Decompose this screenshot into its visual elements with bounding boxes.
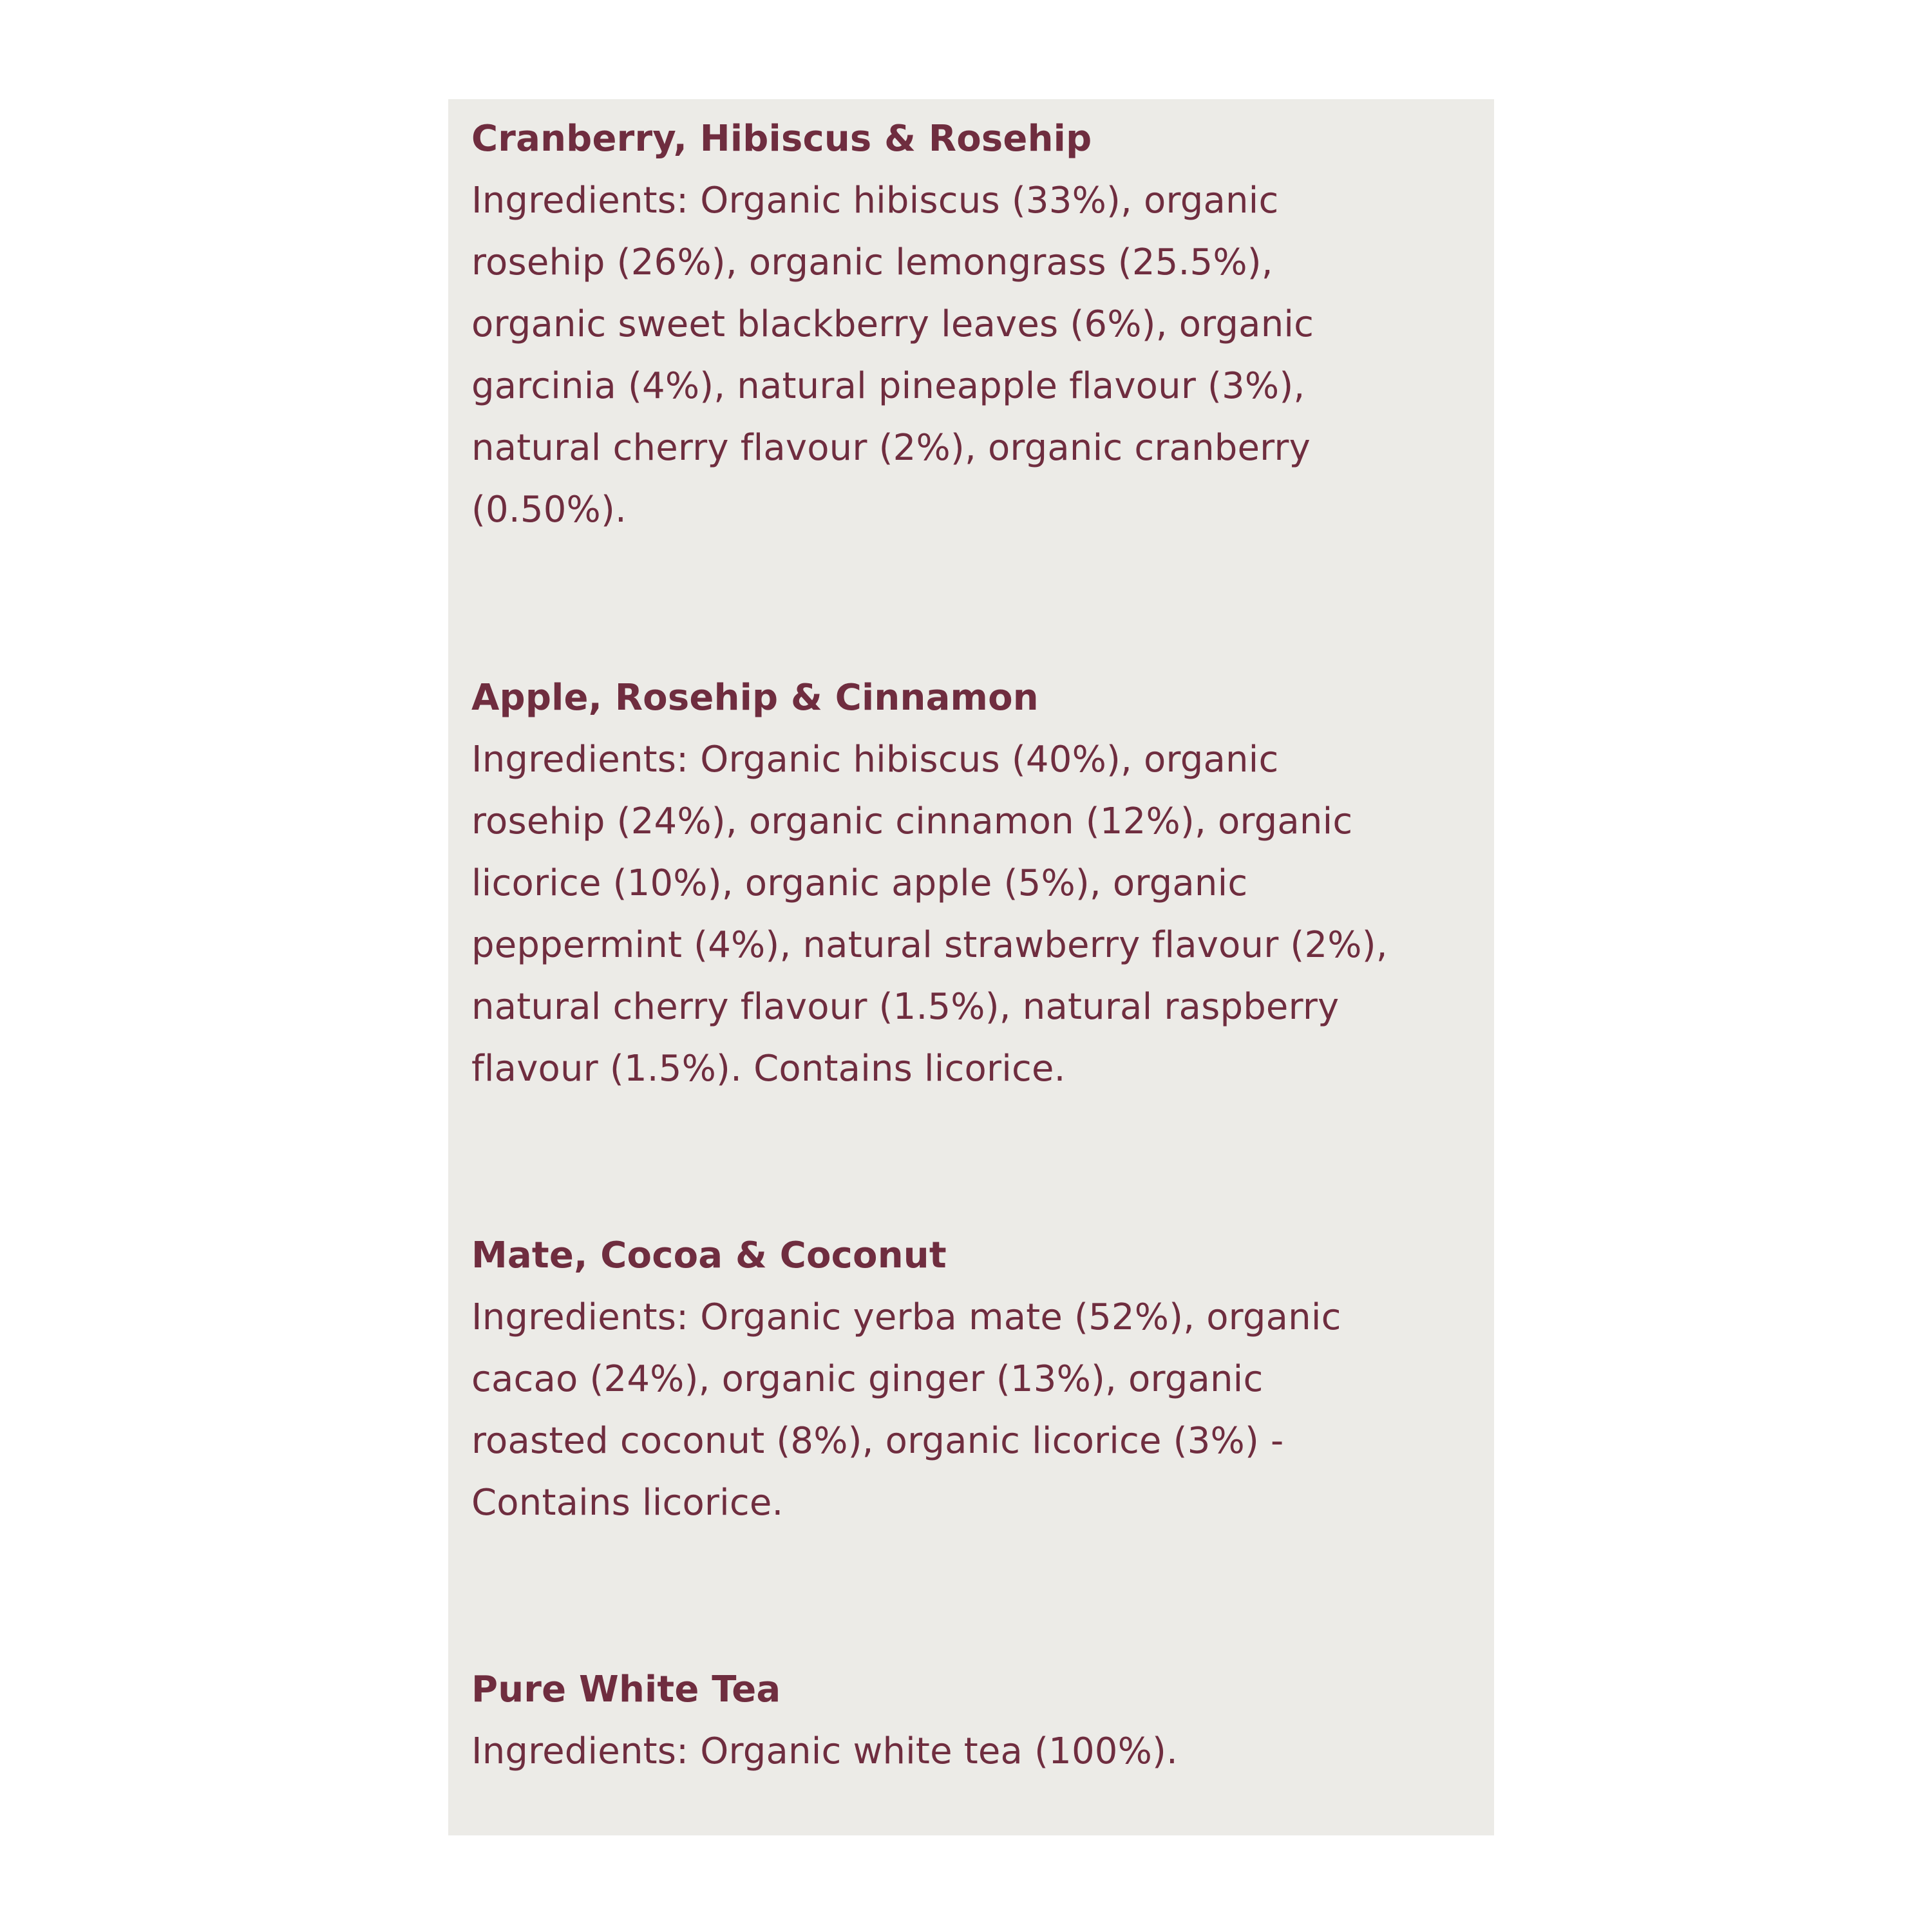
section-title: Pure White Tea — [471, 1669, 781, 1710]
ingredient-line: garcinia (4%), natural pineapple flavour (3%), — [471, 365, 1305, 407]
tea-section-apple — [471, 667, 1476, 1100]
section-title: Cranberry, Hibiscus & Rosehip — [471, 118, 1092, 160]
ingredient-line: Contains licorice. — [471, 1482, 784, 1524]
section-title: Apple, Rosehip & Cinnamon — [471, 677, 1039, 719]
ingredients-text — [471, 1721, 1476, 1783]
ingredient-line: cacao (24%), organic ginger (13%), organic — [471, 1358, 1264, 1400]
tea-section-white-tea — [471, 1659, 1476, 1783]
ingredient-line: rosehip (24%), organic cinnamon (12%), organic — [471, 800, 1353, 842]
section-title: Mate, Cocoa & Coconut — [471, 1235, 947, 1276]
tea-section-mate — [471, 1225, 1476, 1534]
ingredients-text — [471, 1287, 1476, 1534]
tea-section-cranberry — [471, 108, 1476, 541]
ingredient-line: natural cherry flavour (2%), organic cranberry — [471, 427, 1311, 469]
ingredient-line: roasted coconut (8%), organic licorice (3%) - — [471, 1420, 1284, 1462]
ingredient-line: flavour (1.5%). Contains licorice. — [471, 1048, 1066, 1090]
ingredient-line: Ingredients: Organic yerba mate (52%), organic — [471, 1296, 1341, 1338]
ingredient-line: licorice (10%), organic apple (5%), organic — [471, 862, 1248, 904]
ingredient-line: Ingredients: Organic white tea (100%). — [471, 1730, 1179, 1772]
ingredient-line: organic sweet blackberry leaves (6%), organic — [471, 303, 1314, 345]
ingredient-line: rosehip (26%), organic lemongrass (25.5%), — [471, 242, 1273, 283]
ingredients-text — [471, 170, 1476, 541]
ingredient-line: Ingredients: Organic hibiscus (33%), organic — [471, 180, 1279, 222]
ingredients-panel — [448, 99, 1494, 1835]
ingredient-line: (0.50%). — [471, 489, 627, 531]
ingredient-line: peppermint (4%), natural strawberry flavour (2%), — [471, 924, 1388, 966]
ingredient-line: Ingredients: Organic hibiscus (40%), organic — [471, 739, 1279, 781]
ingredient-line: natural cherry flavour (1.5%), natural raspberry — [471, 986, 1340, 1028]
ingredients-text — [471, 729, 1476, 1100]
